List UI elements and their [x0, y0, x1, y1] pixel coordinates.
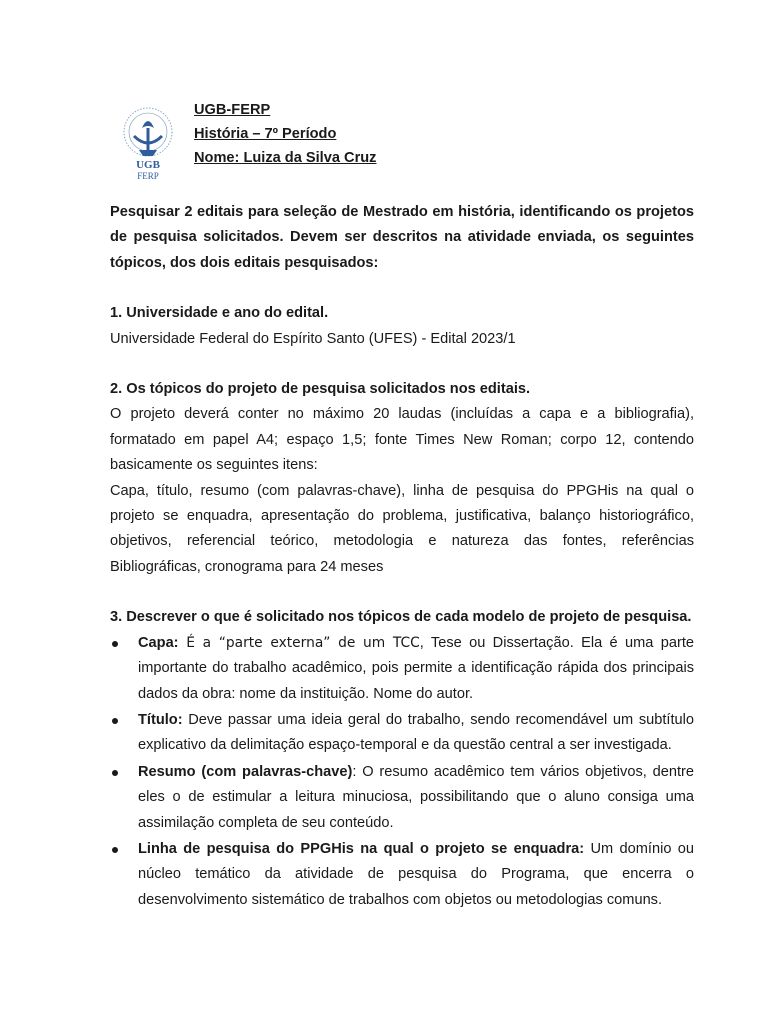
item-text: Um domínio ou núcleo temático da atividade de pesquisa do Programa, que encerra o desenvolvimento sistemático de trabalhos com objetos ou metodologias comuns. [138, 840, 695, 908]
section2-paragraph-2: Capa, título, resumo (com palavras-chave), linha de pesquisa do PPGHis na qual o projeto se enquadra, apresentação do problema, justificativa, balanço historiográfico, objetivos, referencial teórico, metodologia e natureza das fontes, referências Bibliográficas, cronograma para 24 meses [110, 482, 694, 575]
item-label: Capa: [138, 634, 179, 651]
section2-paragraph-1: O projeto deverá conter no máximo 20 laudas (incluídas a capa e a bibliografia), formatado em papel A4; espaço 1,5; fonte Times New Roman; corpo 12, contendo basicamente os seguintes itens: [110, 406, 694, 474]
header-course: História – 7º Período [194, 126, 337, 142]
item-text: , Tese ou Dissertação. Ela é uma parte importante do trabalho acadêmico, pois permite a identificação rápida dos principais dados da obra: nome da instituição. Nome do autor. [138, 634, 694, 702]
list-item-capa [110, 631, 694, 707]
section3-list [110, 631, 694, 913]
section3-heading: 3. Descrever o que é solicitado nos tópicos de cada modelo de projeto de pesquisa. [110, 609, 692, 626]
bullet-icon [112, 718, 118, 724]
item-text-quote: É a “parte externa” de um TCC [178, 634, 420, 651]
logo-text-ferp: FERP [137, 171, 159, 181]
document-body [110, 200, 694, 913]
item-text: : O resumo acadêmico tem vários objetivos, dentre eles o de estimular a leitura minuciosa, possibilitando que o aluno consiga uma assimilação completa de seu conteúdo. [138, 763, 694, 831]
list-item-resumo [110, 760, 694, 836]
header-institution: UGB-FERP [194, 102, 271, 118]
item-text: Deve passar uma ideia geral do trabalho, sendo recomendável um subtítulo explicativo da delimitação espaço-temporal e da questão central a ser investigada. [138, 711, 694, 754]
list-item-titulo [110, 708, 694, 759]
header-student-name: Nome: Luiza da Silva Cruz [194, 150, 377, 166]
intro-paragraph: Pesquisar 2 editais para seleção de Mestrado em história, identificando os projetos de pesquisa solicitados. Devem ser descritos na atividade enviada, os seguintes tópicos, dos dois editais pesquisados: [110, 204, 694, 271]
item-label: Título: [138, 711, 183, 728]
section2-heading: 2. Os tópicos do projeto de pesquisa solicitados nos editais. [110, 381, 531, 398]
item-label: Linha de pesquisa do PPGHis na qual o projeto se enquadra: [138, 840, 585, 857]
bullet-icon [112, 770, 118, 776]
bullet-icon [112, 847, 118, 853]
item-label: Resumo (com palavras-chave) [138, 763, 353, 780]
bullet-icon [112, 641, 118, 647]
section1-text: Universidade Federal do Espírito Santo (UFES) - Edital 2023/1 [110, 330, 516, 347]
section1-heading: 1. Universidade e ano do edital. [110, 305, 329, 322]
logo-text-ugb: UGB [136, 159, 160, 171]
list-item-linha-de-pesquisa [110, 837, 694, 913]
ugb-ferp-logo [112, 106, 184, 182]
